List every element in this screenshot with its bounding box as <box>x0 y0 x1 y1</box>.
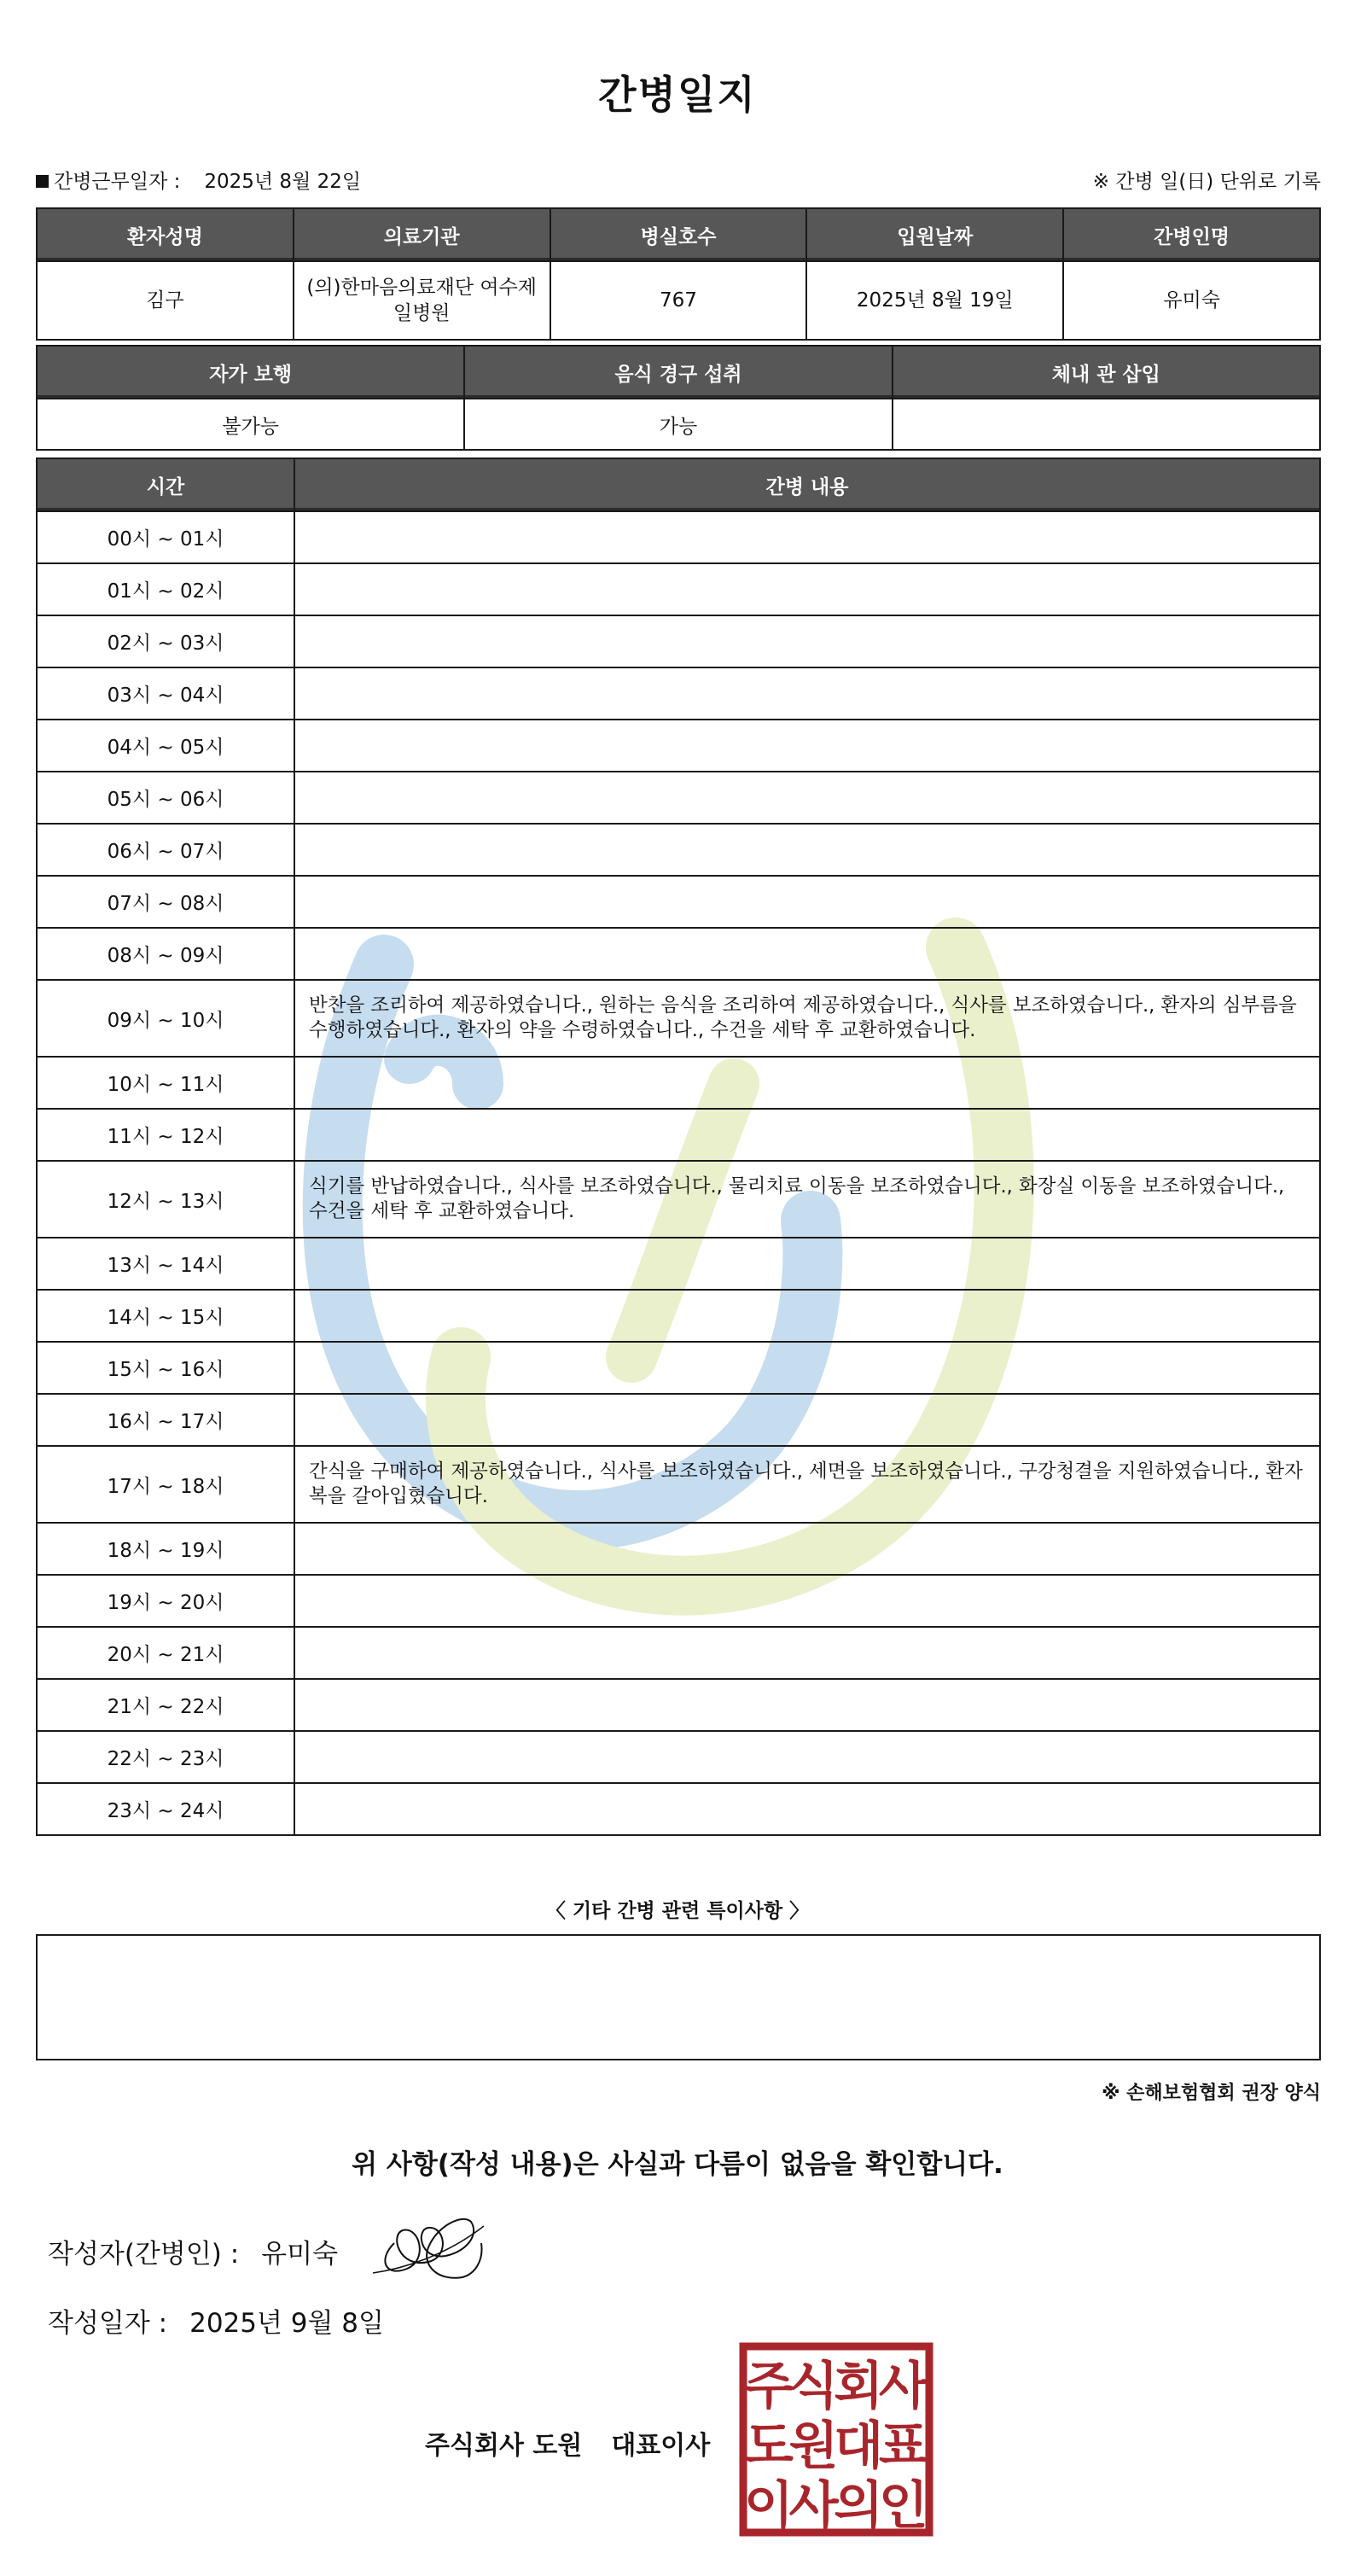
time-cell: 18시 ~ 19시 <box>37 1523 294 1575</box>
oral-intake-status: 가능 <box>464 399 892 450</box>
table-row <box>37 1575 1320 1627</box>
seal-character: 사 <box>788 2476 839 2536</box>
time-cell: 12시 ~ 13시 <box>37 1161 294 1238</box>
care-content-cell <box>294 1394 1320 1446</box>
table-row <box>37 1342 1320 1394</box>
patient-status-table <box>36 345 1321 451</box>
table-row <box>37 1057 1320 1109</box>
care-content-cell <box>294 1627 1320 1679</box>
time-cell: 01시 ~ 02시 <box>37 563 294 615</box>
work-date-label: 간병근무일자 : <box>54 171 181 193</box>
care-content-cell <box>294 876 1320 928</box>
time-cell: 22시 ~ 23시 <box>37 1731 294 1783</box>
seal-character: 주 <box>744 2357 794 2416</box>
writer-name: 유미숙 <box>261 2239 339 2270</box>
special-notes-box <box>36 1934 1321 2060</box>
care-content-cell <box>294 824 1320 876</box>
table-row <box>37 563 1320 615</box>
table-row <box>37 1109 1320 1161</box>
tube-status <box>893 399 1320 450</box>
time-cell: 23시 ~ 24시 <box>37 1783 294 1835</box>
recommend-note: ※ 손해보험협회 권장 양식 <box>1102 2083 1321 2104</box>
meta-row <box>36 166 1321 193</box>
care-content-cell <box>294 511 1320 563</box>
seal-character: 회 <box>834 2357 884 2416</box>
header-oral-intake: 음식 경구 섭취 <box>464 346 892 399</box>
table-row <box>37 511 1320 563</box>
care-content-cell <box>294 1731 1320 1783</box>
header-patient-name: 환자성명 <box>37 208 294 261</box>
company-seal-icon <box>739 2342 933 2537</box>
work-date-value: 2025년 8월 22일 <box>204 171 362 193</box>
care-content-cell <box>294 1057 1320 1109</box>
time-cell: 08시 ~ 09시 <box>37 928 294 980</box>
care-content-cell <box>294 1783 1320 1835</box>
care-content-cell: 반찬을 조리하여 제공하였습니다., 원하는 음식을 조리하여 제공하였습니다., 식사를 보조하였습니다., 환자의 심부름을 수행하였습니다., 환자의 약을 수령하였습니다., 수건을 세탁 후 교환하였습니다. <box>294 980 1320 1057</box>
care-content-cell: 식기를 반납하였습니다., 식사를 보조하였습니다., 물리치료 이동을 보조하였습니다., 화장실 이동을 보조하였습니다., 수건을 세탁 후 교환하였습니다. <box>294 1161 1320 1238</box>
patient-info-table <box>36 207 1321 341</box>
seal-character: 표 <box>878 2416 928 2476</box>
work-date <box>36 166 361 194</box>
table-row <box>37 1627 1320 1679</box>
table-row <box>37 1731 1320 1783</box>
room-number: 767 <box>550 261 807 340</box>
hospital-name: (의)한마음의료재단 여수제일병원 <box>294 261 550 340</box>
care-content-cell <box>294 1238 1320 1290</box>
time-cell: 02시 ~ 03시 <box>37 615 294 667</box>
time-cell: 11시 ~ 12시 <box>37 1109 294 1161</box>
signature-icon <box>369 2209 488 2286</box>
care-content-cell <box>294 772 1320 824</box>
header-admit-date: 입원날짜 <box>806 208 1063 261</box>
care-content-cell <box>294 928 1320 980</box>
time-cell: 16시 ~ 17시 <box>37 1394 294 1446</box>
table-row <box>37 720 1320 772</box>
table-row <box>37 824 1320 876</box>
care-content-cell <box>294 563 1320 615</box>
seal-character: 대 <box>834 2416 884 2476</box>
time-cell: 09시 ~ 10시 <box>37 980 294 1057</box>
table-row <box>37 928 1320 980</box>
time-cell: 17시 ~ 18시 <box>37 1446 294 1523</box>
page-title: 간병일지 <box>598 72 757 118</box>
header-caregiver: 간병인명 <box>1063 208 1320 261</box>
care-content-cell <box>294 1575 1320 1627</box>
table-row <box>37 876 1320 928</box>
time-cell: 20시 ~ 21시 <box>37 1627 294 1679</box>
time-cell: 15시 ~ 16시 <box>37 1342 294 1394</box>
header-time: 시간 <box>37 458 294 511</box>
care-content-cell <box>294 1290 1320 1342</box>
time-cell: 04시 ~ 05시 <box>37 720 294 772</box>
written-date-label: 작성일자 : <box>48 2308 168 2339</box>
writer-line <box>48 2232 338 2270</box>
writer-label: 작성자(간병인) : <box>48 2239 240 2270</box>
table-row <box>37 615 1320 667</box>
admit-date: 2025년 8월 19일 <box>806 261 1063 340</box>
care-content-cell <box>294 1109 1320 1161</box>
seal-character: 식 <box>788 2357 839 2416</box>
walking-status: 불가능 <box>37 399 464 450</box>
time-cell: 07시 ~ 08시 <box>37 876 294 928</box>
seal-character: 원 <box>788 2416 839 2476</box>
care-content-cell <box>294 720 1320 772</box>
header-walking: 자가 보행 <box>37 346 464 399</box>
table-row <box>37 1446 1320 1523</box>
time-cell: 03시 ~ 04시 <box>37 667 294 720</box>
care-log-table <box>36 458 1321 1836</box>
care-content-cell <box>294 1342 1320 1394</box>
seal-character: 사 <box>878 2357 928 2416</box>
header-hospital: 의료기관 <box>294 208 550 261</box>
company-line <box>425 2424 710 2462</box>
seal-character: 이 <box>744 2476 794 2536</box>
care-content-cell <box>294 1523 1320 1575</box>
time-cell: 05시 ~ 06시 <box>37 772 294 824</box>
table-row <box>37 980 1320 1057</box>
care-log-body <box>37 511 1320 1835</box>
confirm-statement: 위 사항(작성 내용)은 사실과 다름이 없음을 확인합니다. <box>352 2149 1003 2180</box>
time-cell: 13시 ~ 14시 <box>37 1238 294 1290</box>
table-row <box>37 1523 1320 1575</box>
unit-note: ※ 간병 일(日) 단위로 기록 <box>1092 171 1321 193</box>
seal-character: 인 <box>878 2476 928 2536</box>
header-room: 병실호수 <box>550 208 807 261</box>
company-representative: 대표이사 <box>611 2431 711 2461</box>
table-row <box>37 667 1320 720</box>
special-notes-title: 〈 기타 간병 관련 특이사항 〉 <box>545 1900 810 1922</box>
company-name: 주식회사 도원 <box>425 2431 583 2461</box>
table-row <box>37 1679 1320 1731</box>
table-row <box>37 772 1320 824</box>
table-row <box>37 1290 1320 1342</box>
square-bullet-icon <box>36 175 49 188</box>
care-content-cell: 간식을 구매하여 제공하였습니다., 식사를 보조하였습니다., 세면을 보조하였습니다., 구강청결을 지원하였습니다., 환자복을 갈아입혔습니다. <box>294 1446 1320 1523</box>
time-cell: 19시 ~ 20시 <box>37 1575 294 1627</box>
care-content-cell <box>294 667 1320 720</box>
time-cell: 00시 ~ 01시 <box>37 511 294 563</box>
time-cell: 14시 ~ 15시 <box>37 1290 294 1342</box>
time-cell: 21시 ~ 22시 <box>37 1679 294 1731</box>
seal-character: 도 <box>744 2416 794 2476</box>
care-content-cell <box>294 615 1320 667</box>
time-cell: 10시 ~ 11시 <box>37 1057 294 1109</box>
seal-character: 의 <box>834 2476 884 2536</box>
table-row <box>37 1783 1320 1835</box>
patient-name: 김구 <box>37 261 294 340</box>
written-date: 2025년 9월 8일 <box>189 2308 384 2339</box>
table-row <box>37 1238 1320 1290</box>
header-care-content: 간병 내용 <box>294 458 1320 511</box>
written-date-line <box>48 2301 384 2340</box>
time-cell: 06시 ~ 07시 <box>37 824 294 876</box>
table-row <box>37 1161 1320 1238</box>
care-content-cell <box>294 1679 1320 1731</box>
table-row <box>37 1394 1320 1446</box>
header-tube: 체내 관 삽입 <box>893 346 1320 399</box>
caregiver-name: 유미숙 <box>1063 261 1320 340</box>
